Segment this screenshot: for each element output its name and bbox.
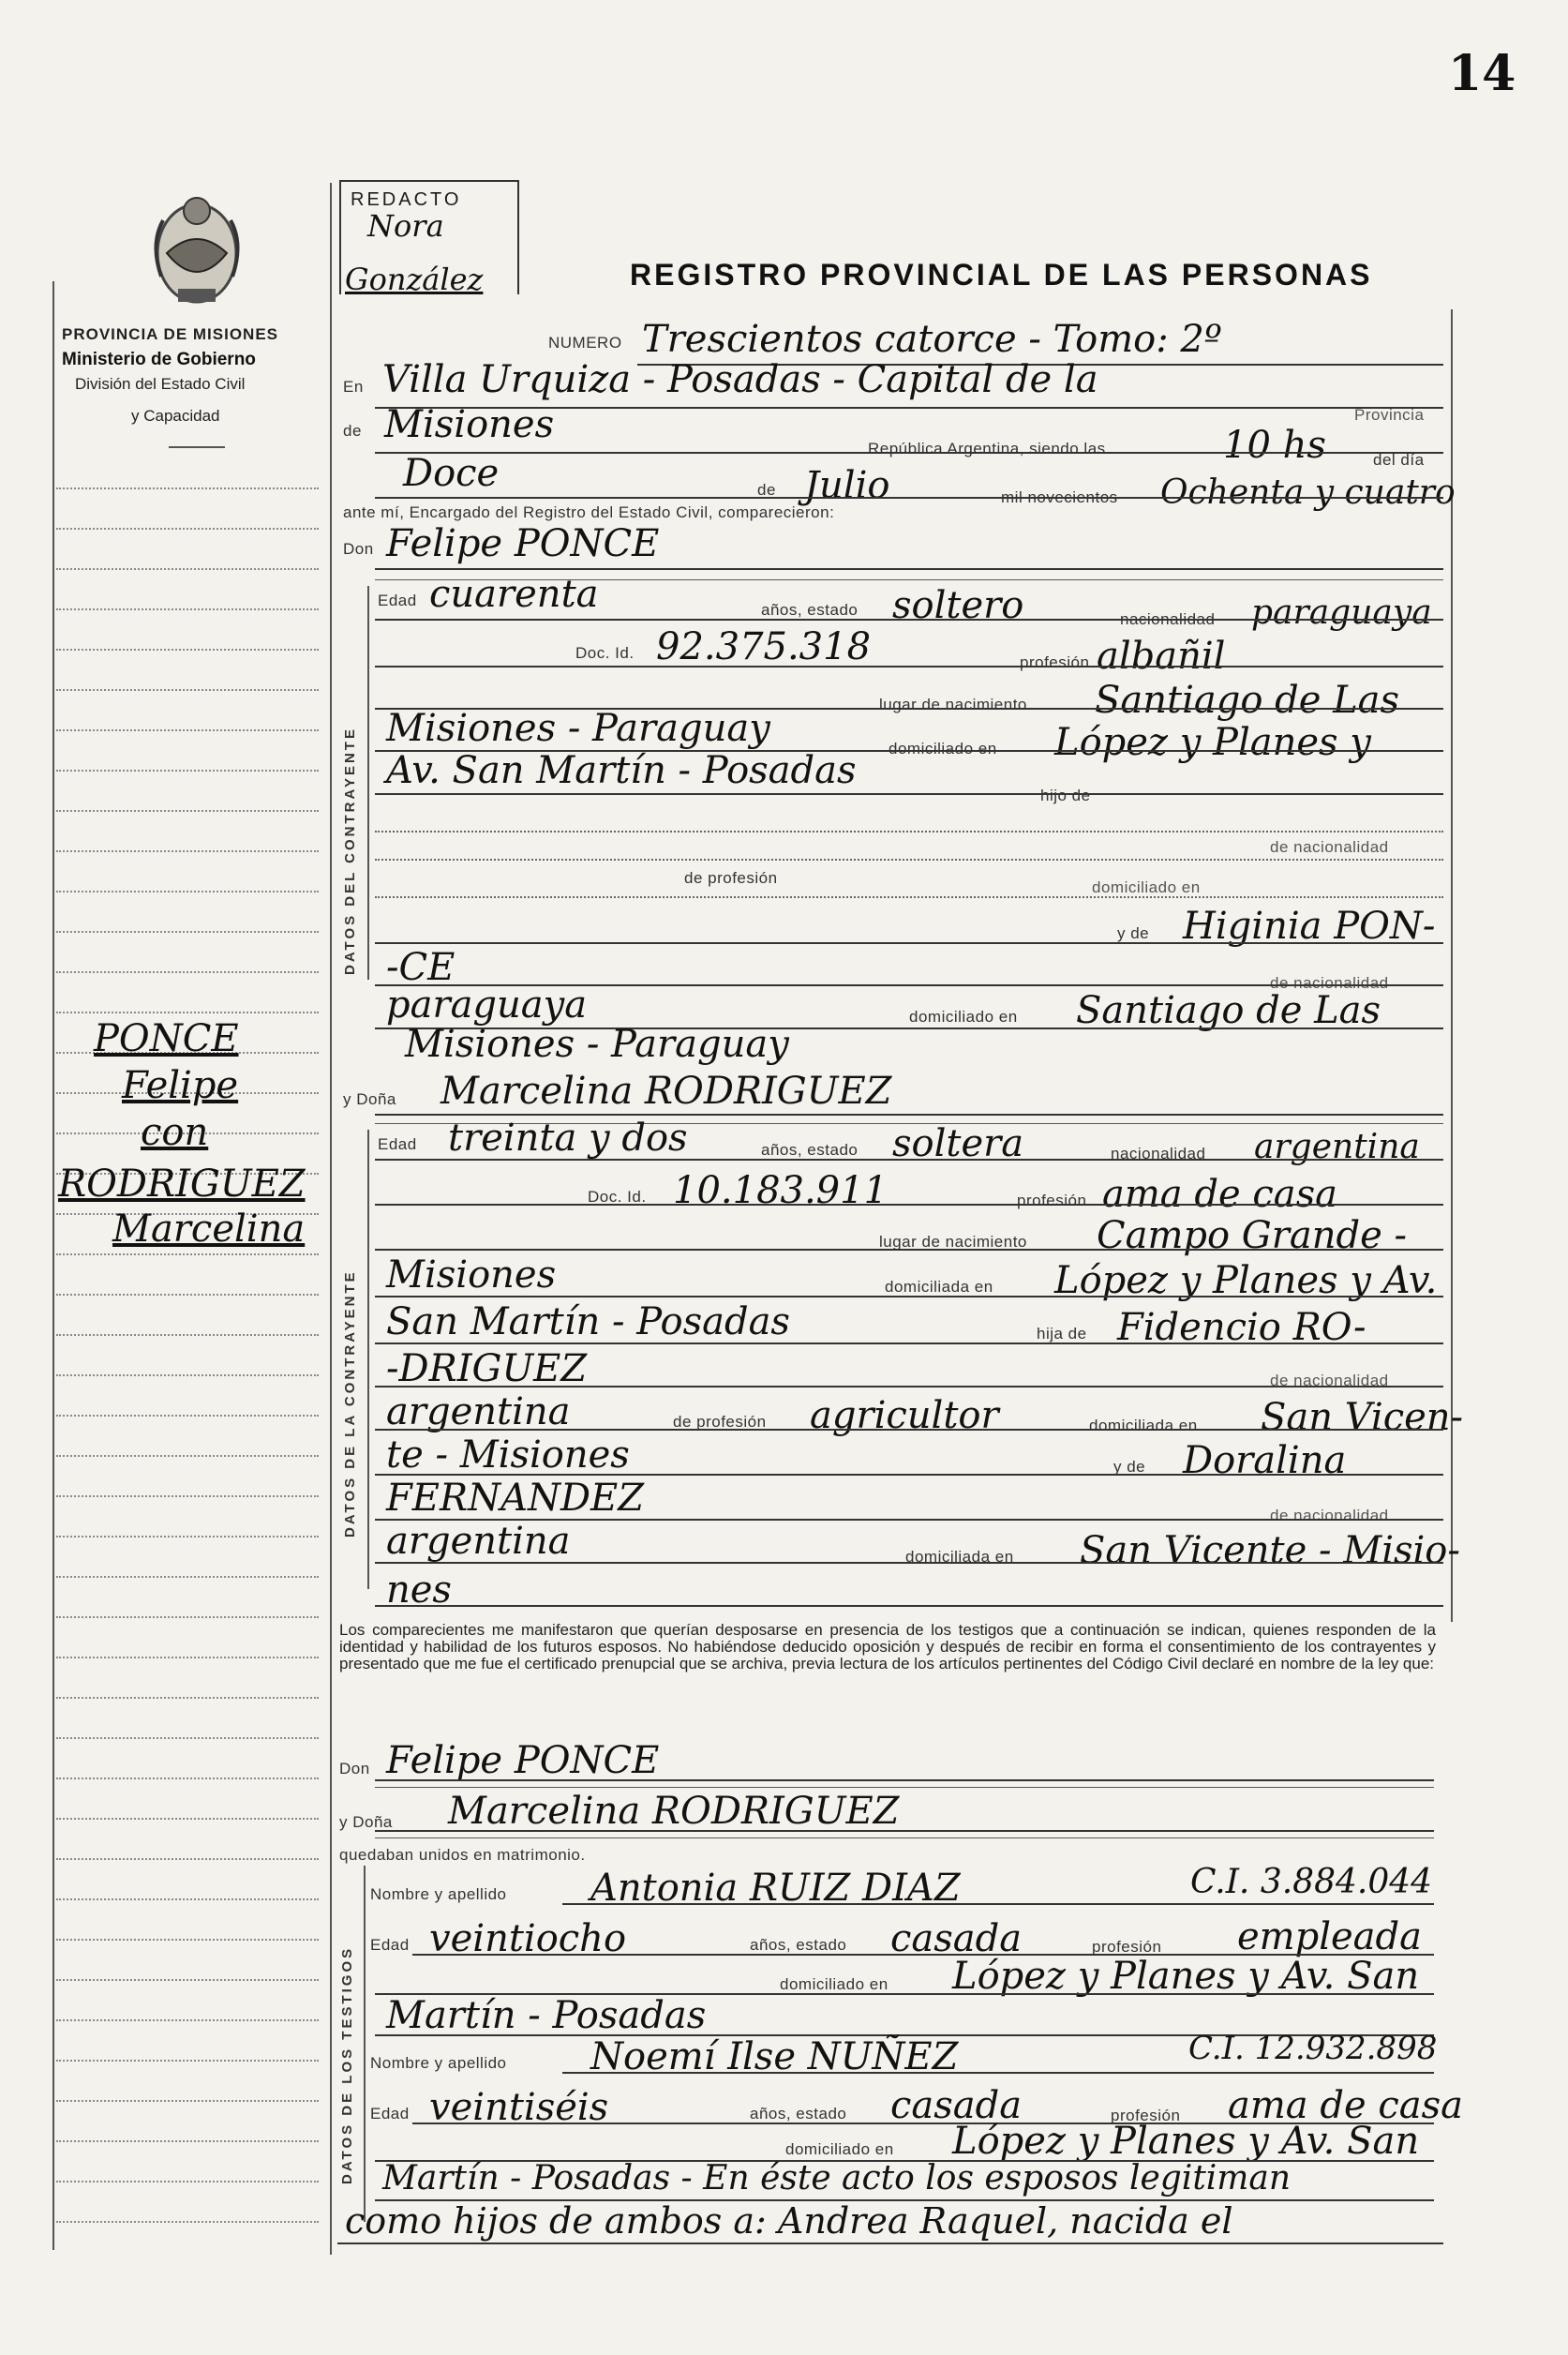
dona-final-label: y Doña [339, 1813, 393, 1831]
margin-dotted-row [56, 1253, 319, 1255]
profesion2-value: ama de casa [1102, 1173, 1337, 1216]
ministry-label: Ministerio de Gobierno [62, 350, 256, 369]
profesion2-label: profesión [1017, 1192, 1087, 1209]
de-nacionalidad-label-1: de nacionalidad [1270, 838, 1389, 856]
margin-dotted-row [56, 1616, 319, 1618]
madre2-dom-value-2: nes [386, 1568, 452, 1612]
contrayenta-bracket [367, 1130, 369, 1589]
nombre-apellido-label-1: Nombre y apellido [370, 1885, 507, 1903]
margin-dotted-row [56, 1657, 319, 1658]
margin-note-name: Felipe [122, 1064, 239, 1107]
redacto-name-2: González [345, 262, 484, 297]
profesion-t2-label: profesión [1111, 2107, 1181, 2124]
margin-note-name-2: Marcelina [112, 1208, 306, 1251]
margin-dotted-row [56, 1334, 319, 1336]
numero-value: Trescientos catorce - Tomo: 2º [642, 318, 1222, 361]
margin-dotted-row [56, 891, 319, 892]
margin-dotted-row [56, 1778, 319, 1779]
lugar-nac-value-1: Santiago de Las [1095, 679, 1400, 722]
padre-nac-line [375, 859, 1443, 861]
testigo1-ci-value: C.I. 3.884.044 [1190, 1863, 1433, 1901]
dia-line [375, 497, 1443, 499]
provincia-label: Provincia [1354, 406, 1425, 424]
hijo-de-label: hijo de [1040, 787, 1091, 804]
margin-dotted-row [56, 2140, 319, 2142]
padre2-dom-line [375, 1474, 1443, 1476]
del-dia-label: del día [1373, 451, 1425, 469]
padre2-value-1: Fidencio RO- [1117, 1306, 1366, 1349]
page-number: 14 [1448, 45, 1516, 102]
edad-t1-label: Edad [370, 1936, 410, 1954]
domicilio2-value-2: San Martín - Posadas [386, 1300, 790, 1343]
doc2-label: Doc. Id. [588, 1188, 647, 1206]
margin-dotted-row [56, 608, 319, 610]
testigos-bracket [364, 1866, 366, 2222]
testigo1-dom-value-2: Martín - Posadas [386, 1994, 707, 2037]
y-de-label-1: y de [1117, 924, 1150, 942]
domiciliada-label-2: domiciliada en [1089, 1417, 1198, 1434]
margin-dotted-row [56, 1858, 319, 1860]
margin-dotted-row [56, 1576, 319, 1578]
testigo1-prof-value: empleada [1237, 1915, 1422, 1958]
lugar-nac2-line [375, 1249, 1443, 1251]
margin-dotted-row [56, 1939, 319, 1941]
doc2-line [375, 1204, 1443, 1206]
division-label-2: y Capacidad [131, 407, 220, 425]
madre2-nac-value: argentina [386, 1520, 571, 1563]
madre-value-2: -CE [386, 946, 455, 989]
margin-dotted-row [56, 2060, 319, 2062]
redacto-label: REDACTO [351, 189, 462, 210]
margin-dotted-row [56, 931, 319, 933]
don-final-label: Don [339, 1760, 370, 1778]
final-text-2: como hijos de ambos a: Andrea Raquel, nacida el [345, 2200, 1233, 2242]
side-label-testigos: DATOS DE LOS TESTIGOS [339, 1945, 355, 2184]
dona-final-line [375, 1830, 1434, 1832]
testigo1-value: Antonia RUIZ DIAZ [590, 1867, 961, 1910]
lugar-nac-label: lugar de nacimiento [879, 696, 1027, 713]
don-final-value: Felipe PONCE [386, 1739, 660, 1782]
nacionalidad2-label: nacionalidad [1111, 1145, 1206, 1162]
testigo1-edad-value: veintiocho [429, 1917, 627, 1960]
margin-dotted-row [56, 1374, 319, 1376]
de-nacionalidad-label-2: de nacionalidad [1270, 974, 1389, 992]
numero-label: NUMERO [548, 334, 622, 352]
domiciliado-t2-label: domiciliado en [785, 2140, 894, 2158]
lugar-nac2-value-1: Campo Grande - [1097, 1214, 1407, 1257]
margin-note-surname: PONCE [94, 1017, 239, 1060]
doc-value: 92.375.318 [656, 625, 872, 668]
division-label-1: División del Estado Civil [75, 375, 246, 393]
left-margin-border [52, 281, 54, 2250]
testigo2-dom-value-1: López y Planes y Av. San [952, 2120, 1420, 2163]
margin-dotted-row [56, 1012, 319, 1013]
edad2-value: treinta y dos [448, 1117, 688, 1160]
dona-final-value: Marcelina RODRIGUEZ [448, 1790, 900, 1833]
padre2-value-2: -DRIGUEZ [386, 1347, 588, 1390]
mes-value: Julio [804, 464, 890, 507]
domicilio-value-2: Av. San Martín - Posadas [386, 749, 857, 792]
contrayente-bracket [367, 586, 369, 980]
edad-line [375, 619, 1443, 621]
en-value: Villa Urquiza - Posadas - Capital de la [382, 358, 1098, 401]
form-left-border [330, 183, 332, 2255]
de-profesion-label-2: de profesión [673, 1413, 767, 1431]
y-de-label-2: y de [1113, 1458, 1146, 1476]
coat-of-arms-seal [141, 188, 253, 309]
madre-dom-value-1: Santiago de Las [1076, 989, 1381, 1032]
y-dona-label: y Doña [343, 1090, 396, 1108]
doc2-value: 10.183.911 [673, 1169, 889, 1212]
anio-value: Ochenta y cuatro [1160, 473, 1456, 512]
dona-line [375, 1114, 1443, 1116]
estado2-value: soltera [892, 1122, 1024, 1165]
margin-dotted-row [56, 1737, 319, 1739]
de2-label: de [757, 481, 776, 499]
ante-mi-text: ante mí, Encargado del Registro del Estado Civil, comparecieron: [343, 503, 835, 521]
nacionalidad2-value: argentina [1254, 1128, 1420, 1166]
edad-t2-label: Edad [370, 2105, 410, 2122]
margin-dotted-row [56, 729, 319, 731]
padre2-nac-value: argentina [386, 1390, 571, 1433]
padre2-nac-line [375, 1429, 1443, 1431]
edad-label: Edad [378, 592, 417, 609]
margin-dotted-row [56, 1898, 319, 1900]
margin-dotted-row [56, 2181, 319, 2182]
margin-note-con: con [141, 1111, 209, 1154]
domiciliado-t1-label: domiciliado en [780, 1975, 889, 1993]
domiciliada-label-3: domiciliada en [905, 1548, 1014, 1566]
margin-dotted-row [56, 810, 319, 812]
de-profesion-label-1: de profesión [684, 869, 778, 887]
lugar-nac2-value-2: Misiones [386, 1253, 557, 1297]
margin-dotted-row [56, 1415, 319, 1417]
page-title: REGISTRO PROVINCIAL DE LAS PERSONAS [630, 258, 1373, 292]
margin-dotted-row [56, 850, 319, 852]
madre2-nac-line [375, 1562, 1443, 1564]
side-label-contrayenta: DATOS DE LA CONTRAYENTE [342, 1269, 358, 1538]
margin-dotted-row [56, 2221, 319, 2223]
header-rule [169, 446, 225, 448]
madre-line [375, 942, 1443, 944]
final-text-1: Martín - Posadas - En éste acto los esposos legitiman [382, 2159, 1292, 2198]
doc-label: Doc. Id. [575, 644, 635, 662]
hora-value: 10 hs [1223, 424, 1326, 467]
lugar-nac2-label: lugar de nacimiento [879, 1233, 1027, 1251]
margin-dotted-row [56, 488, 319, 489]
padre2-dom-value-2: te - Misiones [386, 1433, 630, 1477]
de-value: Misiones [384, 403, 555, 446]
anos-estado-t2-label: años, estado [750, 2105, 847, 2122]
don-value: Felipe PONCE [386, 522, 660, 565]
padre2-line [375, 1386, 1443, 1388]
padre-line [375, 831, 1443, 832]
domiciliado-label-3: domiciliado en [909, 1008, 1018, 1026]
domicilio-2-line [375, 793, 1443, 795]
margin-dotted-row [56, 770, 319, 772]
domicilio2-2-line [375, 1342, 1443, 1344]
redacto-name-1: Nora [367, 208, 444, 244]
don-final-line-2 [375, 1787, 1434, 1788]
doc-line [375, 666, 1443, 668]
nacionalidad-value: paraguaya [1251, 593, 1432, 632]
final-line-2 [337, 2242, 1443, 2244]
margin-dotted-row [56, 568, 319, 570]
madre-nac-value: paraguaya [386, 983, 588, 1027]
margin-dotted-row [56, 2019, 319, 2021]
testigo1-line [562, 1903, 1434, 1905]
margin-dotted-row [56, 1979, 319, 1981]
side-label-contrayente: DATOS DEL CONTRAYENTE [342, 727, 358, 975]
lugar-nac2-2-line [375, 1296, 1443, 1298]
margin-dotted-row [56, 971, 319, 973]
don-line [375, 568, 1443, 570]
margin-dotted-row [56, 1536, 319, 1538]
domiciliado-label-2: domiciliado en [1092, 878, 1201, 896]
margin-dotted-row [56, 1495, 319, 1497]
madre2-dom-line [375, 1605, 1443, 1607]
estado-value: soltero [892, 584, 1024, 627]
margin-dotted-row [56, 528, 319, 530]
anos-estado-t1-label: años, estado [750, 1936, 847, 1954]
nacionalidad-label: nacionalidad [1120, 610, 1216, 628]
padre2-prof-value: agricultor [810, 1394, 999, 1437]
testigo2-edad-value: veintiséis [429, 2086, 609, 2129]
margin-dotted-row [56, 689, 319, 691]
anos-estado-label: años, estado [761, 601, 859, 619]
profesion-t1-label: profesión [1092, 1938, 1162, 1956]
profesion-label: profesión [1020, 653, 1090, 671]
padre2-dom-value-1: San Vicen- [1261, 1396, 1464, 1439]
republica-label: República Argentina, siendo las [868, 440, 1106, 458]
margin-dotted-row [56, 2100, 319, 2102]
testigo2-value: Noemí Ilse NUÑEZ [590, 2035, 959, 2078]
testigo2-estado-value: casada [890, 2084, 1023, 2127]
de-nacionalidad-label-4: de nacionalidad [1270, 1507, 1389, 1524]
domiciliado-label: domiciliado en [889, 740, 997, 758]
edad2-line [375, 1159, 1443, 1161]
margin-note-surname-2: RODRIGUEZ [58, 1162, 306, 1206]
dona-value: Marcelina RODRIGUEZ [441, 1070, 892, 1113]
mil-novecientos-label: mil novecientos [1001, 488, 1118, 506]
testigo2-ci-value: C.I. 12.932.898 [1188, 2030, 1438, 2067]
quedaban-text: quedaban unidos en matrimonio. [339, 1846, 586, 1864]
madre2-value-1: Doralina [1183, 1439, 1347, 1482]
de-label: de [343, 422, 362, 440]
domiciliada-label: domiciliada en [885, 1278, 993, 1296]
madre-dom-value-2: Misiones - Paraguay [405, 1023, 789, 1066]
madre2-value-2: FERNANDEZ [386, 1477, 645, 1520]
padre-prof-line [375, 896, 1443, 898]
madre-value-1: Higinia PON- [1183, 905, 1436, 948]
profesion-value: albañil [1097, 635, 1226, 678]
margin-dotted-row [56, 1455, 319, 1457]
province-label: PROVINCIA DE MISIONES [62, 325, 279, 343]
margin-dotted-row [56, 1697, 319, 1699]
en-label: En [343, 378, 364, 396]
margin-dotted-row [56, 1294, 319, 1296]
domicilio2-value-1: López y Planes y Av. [1054, 1259, 1438, 1302]
margin-dotted-row [56, 1818, 319, 1820]
margin-dotted-row [56, 649, 319, 651]
de-nacionalidad-label-3: de nacionalidad [1270, 1372, 1389, 1389]
testigo1-dom-value-1: López y Planes y Av. San [952, 1955, 1420, 1998]
hija-de-label: hija de [1037, 1325, 1087, 1342]
nombre-apellido-label-2: Nombre y apellido [370, 2054, 507, 2072]
testigo1-estado-value: casada [890, 1917, 1023, 1960]
dia-value: Doce [403, 452, 500, 495]
edad2-label: Edad [378, 1135, 417, 1153]
body-paragraph: Los comparecientes me manifestaron que querían desposarse en presencia de los testigos que a continuación se indican, quienes responden de la identidad y habilidad de los futuros esposos. No habiéndose deducido oposición y después de recibir en forma el consentimiento de los contrayentes y presentado que me fue el certificado prenupcial que se archiva, previa lectura de los artículos pertinentes del Código Civil declaré en nombre de la ley que: [339, 1621, 1436, 1672]
domicilio-value-1: López y Planes y [1054, 721, 1371, 764]
de-line [375, 452, 1443, 454]
lugar-nac-value-2: Misiones - Paraguay [386, 707, 770, 750]
testigo2-prof-value: ama de casa [1228, 2084, 1463, 2127]
edad-value: cuarenta [429, 573, 599, 616]
don-final-line [375, 1779, 1434, 1781]
don-label: Don [343, 540, 374, 558]
testigo2-line [562, 2072, 1434, 2074]
madre2-dom-value-1: San Vicente - Misio- [1080, 1529, 1460, 1572]
anos-estado2-label: años, estado [761, 1141, 859, 1159]
